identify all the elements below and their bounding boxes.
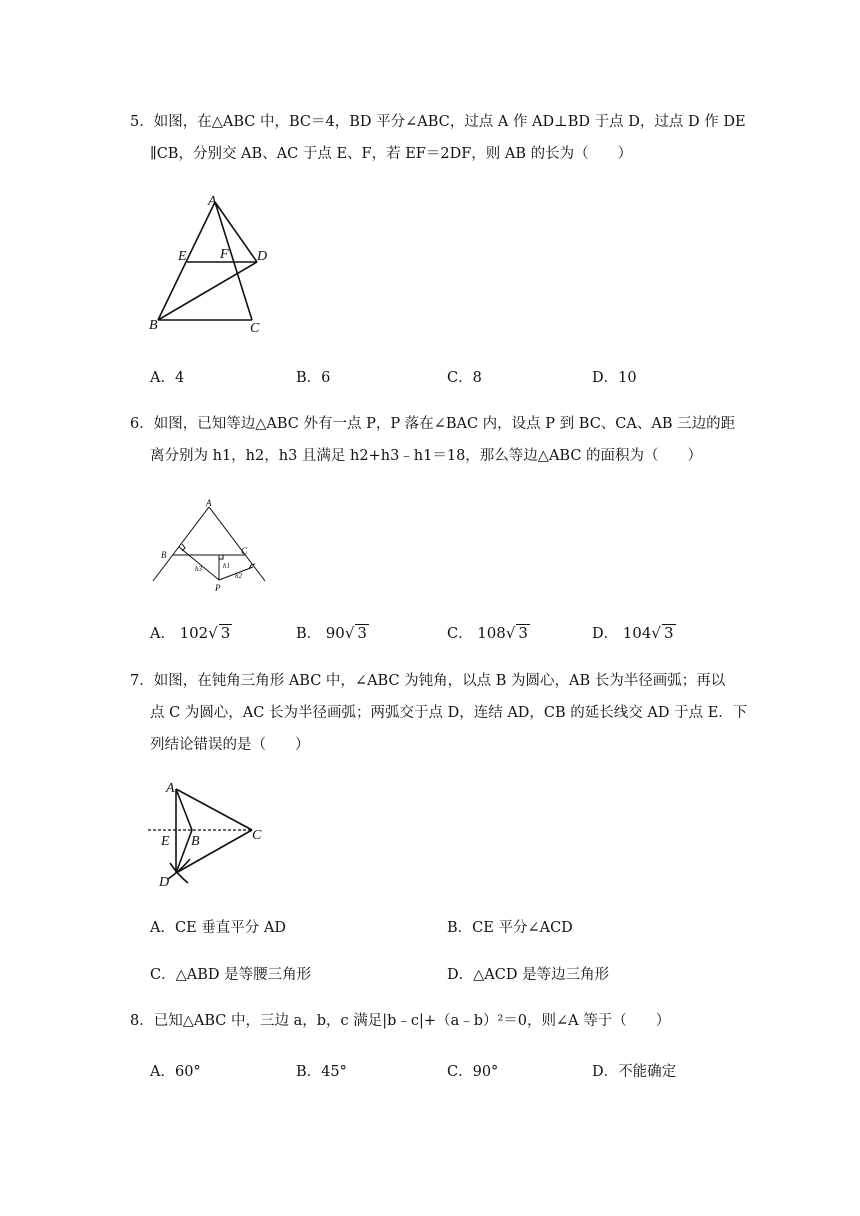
- segment-ac: [176, 789, 252, 830]
- option-d-letter: D．: [592, 626, 619, 642]
- label-e: E: [178, 249, 187, 264]
- label-a: A: [166, 781, 175, 796]
- label-d: D: [159, 875, 170, 890]
- option-b-coefficient: 90: [325, 624, 345, 642]
- right-angle-mark-2: [182, 544, 185, 551]
- option-d-coefficient: 104: [622, 624, 652, 642]
- option-a[interactable]: A．CE 垂直平分 AD: [150, 920, 286, 936]
- perpendicular-h3: [179, 547, 219, 580]
- label-p: P: [215, 583, 221, 593]
- option-b[interactable]: [296, 622, 369, 643]
- option-a-radicand: 3: [220, 624, 231, 642]
- radical-sign-icon: √: [344, 624, 355, 642]
- question-7: [130, 665, 748, 761]
- option-c[interactable]: C．△ABD 是等腰三角形: [150, 967, 312, 983]
- radical-sign-icon: √: [651, 624, 661, 642]
- question-5-figure: [140, 190, 280, 340]
- label-h1: h1: [223, 562, 230, 570]
- question-7-line-2: 点 C 为圆心，AC 长为半径画弧；两弧交于点 D，连结 AD，CB 的延长线交 AD 于点 E．下: [150, 705, 748, 721]
- label-b: B: [149, 318, 158, 333]
- question-5-line-2: ∥CB，分别交 AB、AC 于点 E、F，若 EF＝2DF，则 AB 的长为（ ）: [150, 146, 633, 162]
- question-7-line-1: 7．如图，在钝角三角形 ABC 中，∠ABC 为钝角，以点 B 为圆心，AB 长为半径画弧；再以: [130, 673, 726, 689]
- question-5-options: [150, 366, 710, 390]
- segment-ab: [176, 789, 192, 830]
- label-a: A: [208, 194, 217, 209]
- label-c: C: [250, 321, 260, 336]
- label-c: C: [241, 546, 248, 556]
- option-a-letter: A．: [150, 626, 175, 642]
- question-7-options-row-2: [150, 963, 710, 987]
- option-b-radicand: 3: [357, 624, 367, 642]
- label-b: B: [191, 834, 200, 849]
- question-8-options: [150, 1060, 710, 1084]
- option-d[interactable]: D．10: [592, 370, 637, 386]
- option-a[interactable]: [150, 622, 232, 643]
- label-h3: h3: [195, 565, 202, 573]
- question-8-line-1: 8．已知△ABC 中，三边 a，b，c 满足|b﹣c|+（a﹣b）²＝0，则∠A 等于（ ）: [130, 1013, 671, 1029]
- label-c: C: [252, 828, 262, 843]
- option-a[interactable]: A．4: [150, 370, 185, 386]
- option-c-radicand: 3: [518, 624, 528, 642]
- option-d-radicand: 3: [663, 624, 674, 642]
- label-a: A: [206, 498, 212, 508]
- question-7-line-3: 列结论错误的是（ ）: [150, 737, 310, 753]
- question-6-figure: [145, 495, 275, 595]
- right-angle-mark-1: [219, 555, 223, 559]
- label-b: B: [161, 550, 167, 560]
- option-c[interactable]: C．90°: [447, 1064, 499, 1080]
- question-6-line-1: 6．如图，已知等边△ABC 外有一点 P，P 落在∠BAC 内，设点 P 到 BC、CA、AB 三边的距: [130, 416, 736, 432]
- option-b[interactable]: B．CE 平分∠ACD: [447, 920, 573, 936]
- segment-cd: [176, 830, 252, 873]
- question-7-options-row-1: [150, 916, 710, 940]
- option-d[interactable]: D．不能确定: [592, 1064, 677, 1080]
- question-8: [130, 1005, 740, 1037]
- question-7-figure: [140, 775, 280, 890]
- question-6: [130, 408, 740, 472]
- option-b-letter: B．: [296, 626, 322, 642]
- option-b[interactable]: B．45°: [296, 1064, 347, 1080]
- label-d: D: [257, 249, 268, 264]
- label-e: E: [161, 834, 170, 849]
- option-c[interactable]: [447, 622, 530, 643]
- radical-sign-icon: √: [208, 624, 218, 642]
- option-c-letter: C．: [447, 626, 473, 642]
- option-b[interactable]: B．6: [296, 370, 331, 386]
- option-c[interactable]: C．8: [447, 370, 482, 386]
- line-ac-extended: [209, 507, 265, 581]
- option-d[interactable]: [592, 622, 676, 643]
- question-5-line-1: 5．如图，在△ABC 中，BC＝4，BD 平分∠ABC，过点 A 作 AD⊥BD 于点 D，过点 D 作 DE: [130, 114, 746, 130]
- option-a-coefficient: 102: [179, 624, 209, 642]
- option-c-coefficient: 108: [477, 624, 506, 642]
- question-5: [130, 106, 746, 170]
- option-d[interactable]: D．△ACD 是等边三角形: [447, 967, 610, 983]
- radical-sign-icon: √: [505, 624, 516, 642]
- question-6-options: [150, 622, 710, 646]
- label-h2: h2: [235, 572, 242, 580]
- arc-2: [168, 859, 190, 879]
- option-a[interactable]: A．60°: [150, 1064, 201, 1080]
- question-6-line-2: 离分别为 h1，h2，h3 且满足 h2+h3﹣h1＝18，那么等边△ABC 的面积为（ ）: [150, 448, 703, 464]
- label-f: F: [220, 247, 229, 262]
